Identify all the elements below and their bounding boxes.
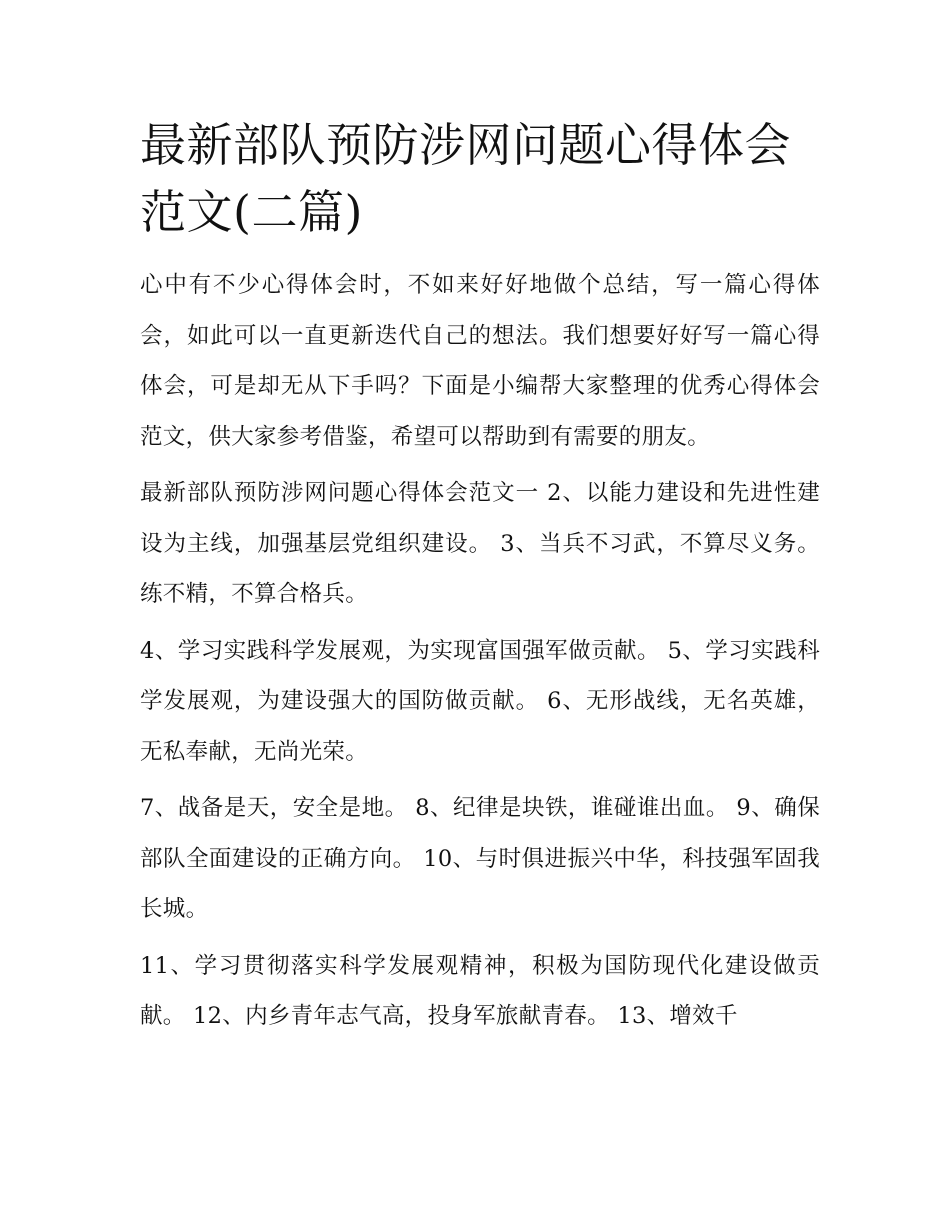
document-body: [140, 112, 820, 1042]
paragraph-intro: 心中有不少心得体会时，不如来好好地做个总结，写一篇心得体会，如此可以一直更新迭代自己的想法。我们想要好好写一篇心得体会，可是却无从下手吗？下面是小编帮大家整理的优秀心得体会范文，供大家参考借鉴，希望可以帮助到有需要的朋友。: [140, 272, 820, 450]
paragraph-4: 11、学习贯彻落实科学发展观精神，积极为国防现代化建设做贡献。 12、内乡青年志气高，投身军旅献青春。 13、增效千: [140, 952, 820, 1029]
document-title: 最新部队预防涉网问题心得体会范文(二篇): [140, 118, 791, 239]
paragraph-3: 7、战备是天，安全是地。 8、纪律是块铁，谁碰谁出血。 9、确保部队全面建设的正确方向。 10、与时俱进振兴中华，科技强军固我长城。: [140, 795, 820, 922]
paragraph-1: 最新部队预防涉网问题心得体会范文一 2、以能力建设和先进性建设为主线，加强基层党组织建设。 3、当兵不习武，不算尽义务。练不精，不算合格兵。: [140, 480, 820, 607]
paragraph-2: 4、学习实践科学发展观，为实现富国强军做贡献。 5、学习实践科学发展观，为建设强大的国防做贡献。 6、无形战线，无名英雄，无私奉献，无尚光荣。: [140, 637, 820, 765]
